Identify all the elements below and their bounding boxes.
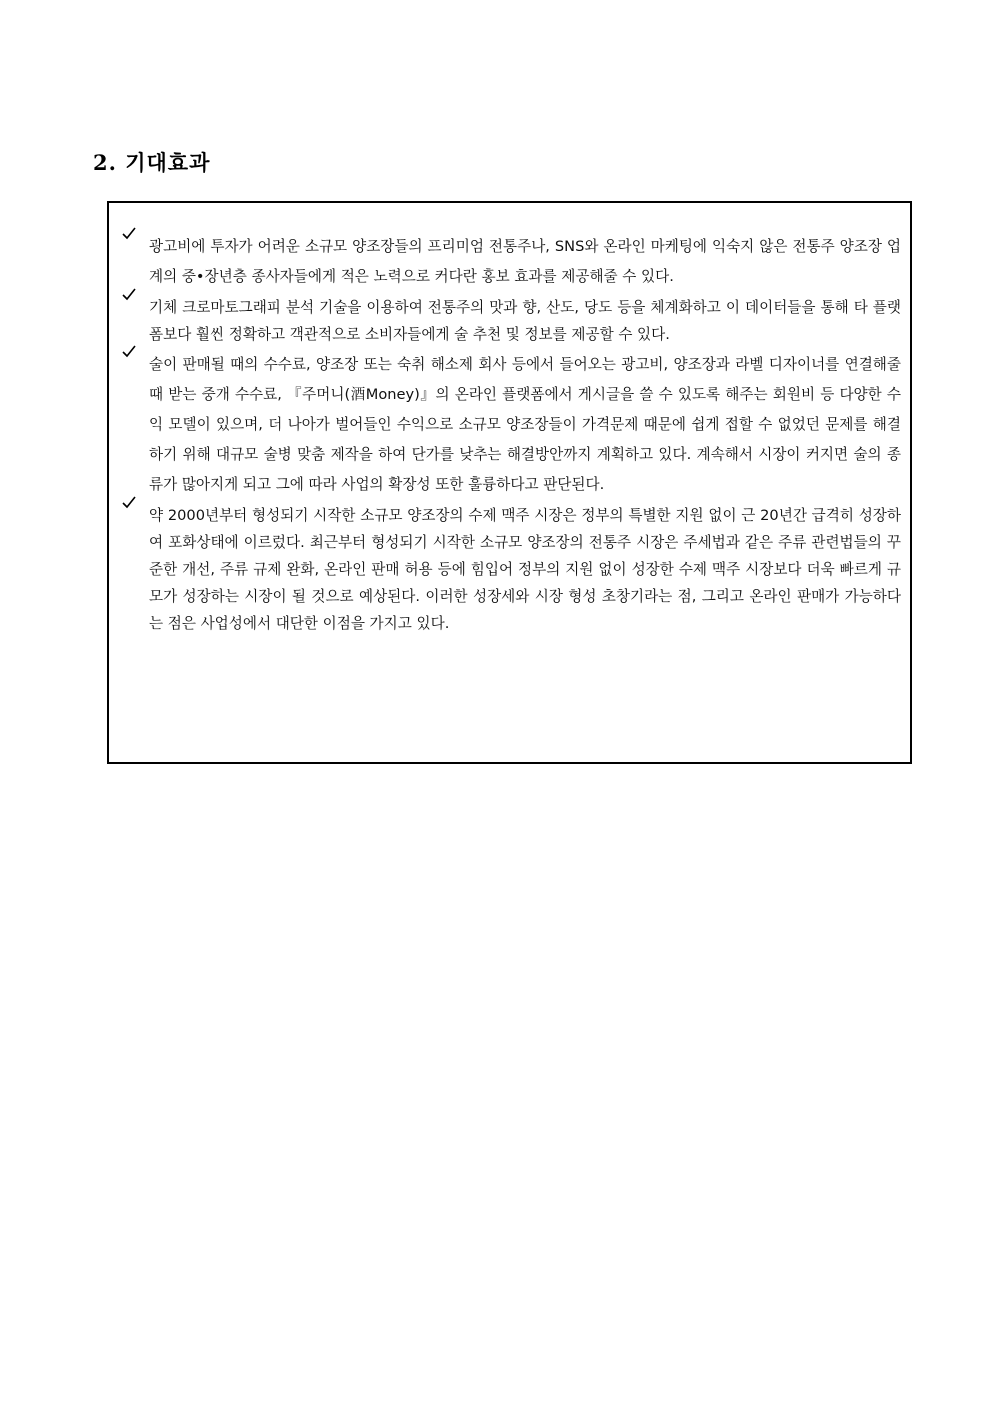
bullet-item xyxy=(121,350,901,500)
bullet-text: 술이 판매될 때의 수수료, 양조장 또는 숙취 해소제 회사 등에서 들어오는 광고비, 양조장과 라벨 디자이너를 연결해줄 때 받는 중개 수수료, 『주머니(酒Money)』의 온라인 플랫폼에서 게시글을 쓸 수 있도록 해주는 회원비 등 다양한 수익 모델이 있으며, 더 나아가 벌어들인 수익으로 소규모 양조장들이 가격문제 때문에 쉽게 접할 수 없었던 문제를 해결하기 위해 대규모 술병 맞춤 제작을 하여 단가를 낮추는 해결방안까지 계획하고 있다. 계속해서 시장이 커지면 술의 종류가 많아지게 되고 그에 따라 사업의 확장성 또한 훌륭하다고 판단된다. xyxy=(149,356,901,493)
checkmark-icon xyxy=(121,286,137,302)
bullet-item xyxy=(121,232,901,292)
checkmark-icon xyxy=(121,225,137,241)
checkmark-icon xyxy=(121,343,137,359)
bullet-text: 광고비에 투자가 어려운 소규모 양조장들의 프리미엄 전통주나, SNS와 온라인 마케팅에 익숙지 않은 전통주 양조장 업계의 중•장년층 종사자들에게 적은 노력으로 커다란 홍보 효과를 제공해줄 수 있다. xyxy=(149,238,901,285)
bullet-list xyxy=(121,232,901,637)
bullet-text: 약 2000년부터 형성되기 시작한 소규모 양조장의 수제 맥주 시장은 정부의 특별한 지원 없이 근 20년간 급격히 성장하여 포화상태에 이르렀다. 최근부터 형성되기 시작한 소규모 양조장의 전통주 시장은 주세법과 같은 주류 관련법들의 꾸준한 개선, 주류 규제 완화, 온라인 판매 허용 등에 힘입어 정부의 지원 없이 성장한 수제 맥주 시장보다 더욱 빠르게 규모가 성장하는 시장이 될 것으로 예상된다. 이러한 성장세와 시장 형성 초창기라는 점, 그리고 온라인 판매가 가능하다는 점은 사업성에서 대단한 이점을 가지고 있다. xyxy=(149,507,901,632)
section-title: 2. 기대효과 xyxy=(93,150,211,175)
bullet-text: 기체 크로마토그래피 분석 기술을 이용하여 전통주의 맛과 향, 산도, 당도 등을 체계화하고 이 데이터들을 통해 타 플랫폼보다 훨씬 정확하고 객관적으로 소비자들에게 술 추천 및 정보를 제공할 수 있다. xyxy=(149,299,901,343)
bullet-item xyxy=(121,294,901,348)
expected-effects-box xyxy=(107,201,912,764)
bullet-item xyxy=(121,502,901,637)
checkmark-icon xyxy=(121,494,137,510)
